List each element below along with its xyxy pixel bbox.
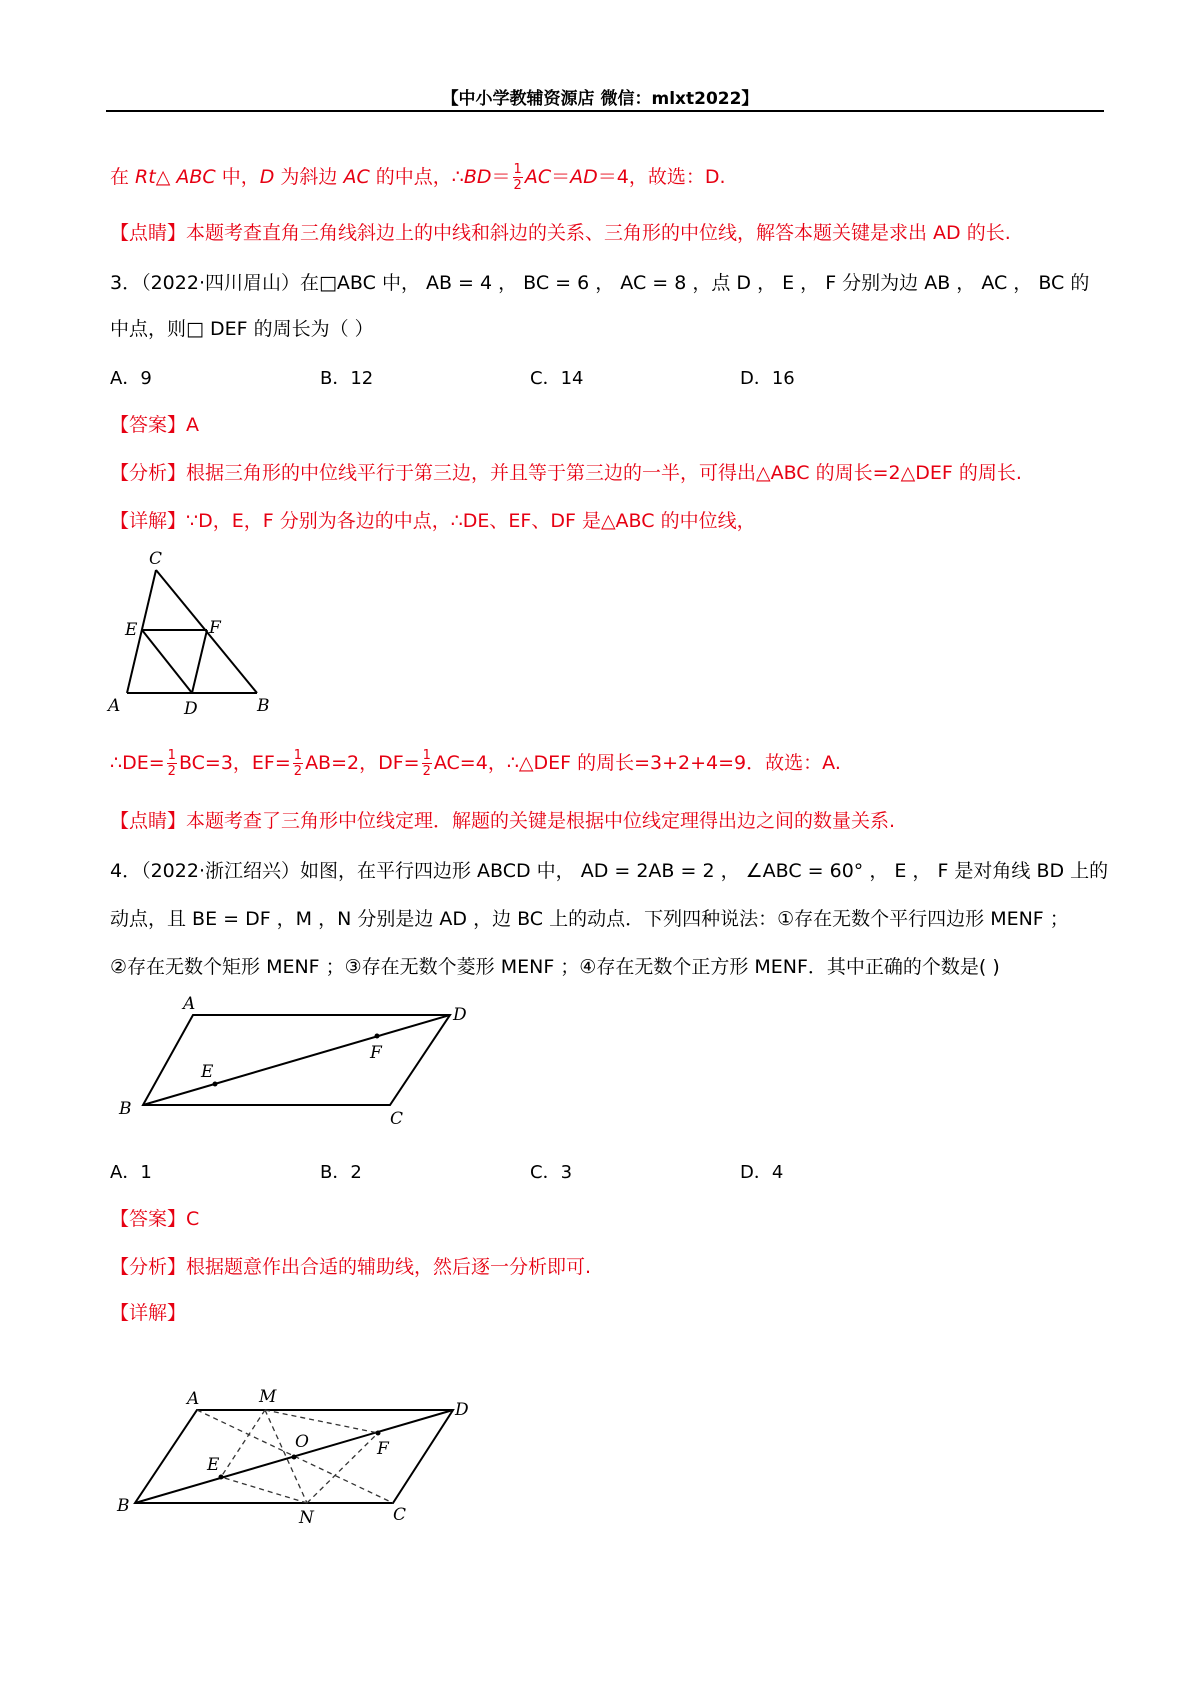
fraction-denominator: 2 <box>513 178 522 193</box>
q4-option-d: D．4 <box>740 1162 784 1183</box>
q3-calc-line <box>110 748 841 779</box>
label-c: C <box>390 1109 404 1129</box>
q3-answer: 【答案】A <box>110 414 199 436</box>
point-f <box>375 1034 380 1039</box>
point-o <box>292 1455 297 1460</box>
text-run: 为斜边 <box>274 166 344 188</box>
segment-nf-dashed <box>307 1433 378 1503</box>
label-d: D <box>453 1005 467 1025</box>
text-run: AD <box>570 166 598 188</box>
text-run: AB=2，DF= <box>305 752 420 774</box>
label-b: B <box>117 1496 130 1516</box>
label-e: E <box>125 620 138 640</box>
label-b: B <box>119 1099 132 1119</box>
fraction-numerator: 1 <box>293 748 303 763</box>
q3-comment: 【点睛】本题考查了三角形中位线定理．解题的关键是根据中位线定理得出边之间的数量关系. <box>110 810 896 832</box>
q3-triangle-figure <box>105 548 285 718</box>
fraction <box>293 748 303 779</box>
q3-analysis: 【分析】根据三角形的中位线平行于第三边，并且等于第三边的一半，可得出△ABC 的周长=2△DEF 的周长. <box>110 462 1022 484</box>
text-run: 的中点，∴ <box>369 166 464 188</box>
q3-detail: 【详解】∵D，E，F 分别为各边的中点，∴DE、EF、DF 是△ABC 的中位线， <box>110 510 756 532</box>
q4-answer: 【答案】C <box>110 1208 200 1230</box>
fraction-denominator: 2 <box>422 764 431 779</box>
text-run: ＝4，故选：D. <box>597 166 726 188</box>
text-run: AC <box>524 166 552 188</box>
q4-detail-figure <box>115 1380 485 1530</box>
q4-stem-line3: ②存在无数个矩形 MENF ；③存在无数个菱形 MENF ；④存在无数个正方形 MENF．其中正确的个数是( ) <box>110 956 1000 978</box>
text-run: 中， <box>215 166 260 188</box>
q4-detail: 【详解】 <box>110 1302 187 1324</box>
q4-parallelogram-figure <box>115 990 475 1130</box>
q4-option-c: C．3 <box>530 1162 573 1183</box>
point-e <box>213 1082 218 1087</box>
fraction-numerator: 1 <box>513 162 522 177</box>
segment-fd <box>192 630 207 693</box>
q3-stem-line1: 3．（2022·四川眉山）在□ABC 中， AB = 4 ， BC = 6 ， AC = 8 ，点 D ， E ， F 分别为边 AB ， AC ， BC 的 <box>110 272 1090 294</box>
q4-stem-line1: 4．（2022·浙江绍兴）如图，在平行四边形 ABCD 中， AD = 2AB = 2 ， ∠ABC = 60° ， E ， F 是对角线 BD 上的 <box>110 860 1109 882</box>
q3-option-d: D．16 <box>740 368 795 389</box>
label-f: F <box>377 1439 389 1459</box>
fraction-numerator: 1 <box>167 748 176 763</box>
label-b: B <box>257 696 270 716</box>
label-n: N <box>299 1508 314 1528</box>
q3-option-b: B．12 <box>320 368 374 389</box>
label-m: M <box>259 1387 277 1407</box>
text-run: ∴DE= <box>110 752 165 774</box>
q3-option-a: A．9 <box>110 368 152 389</box>
text-run: ＝ <box>551 166 571 188</box>
diagonal-bd <box>143 1015 450 1105</box>
fraction <box>167 748 177 779</box>
prev-solution-line <box>110 162 726 193</box>
label-o: O <box>295 1432 309 1452</box>
text-run: AC <box>343 166 370 188</box>
text-run: D <box>259 166 275 188</box>
text-run: △ <box>155 166 177 188</box>
label-a: A <box>183 994 196 1014</box>
segment-ne-dashed <box>221 1477 307 1503</box>
label-e: E <box>207 1455 220 1475</box>
text-run: AC=4，∴△DEF 的周长=3+2+4=9．故选：A. <box>433 752 841 774</box>
q4-analysis: 【分析】根据题意作出合适的辅助线，然后逐一分析即可. <box>110 1256 592 1278</box>
page-header: 【中小学教辅资源店 微信：mlxt2022】 <box>441 89 759 109</box>
label-d: D <box>184 699 198 718</box>
segment-ed <box>142 630 192 693</box>
label-a: A <box>187 1389 200 1409</box>
label-a: A <box>108 696 121 716</box>
text-run: Rt <box>135 166 156 188</box>
fraction-denominator: 2 <box>167 764 176 779</box>
fraction <box>513 162 523 193</box>
fraction <box>422 748 432 779</box>
label-f: F <box>370 1043 382 1063</box>
text-run: BC=3，EF= <box>178 752 291 774</box>
q3-stem-line2: 中点，则□ DEF 的周长为（ ） <box>110 318 374 340</box>
prev-comment: 【点睛】本题考查直角三角线斜边上的中线和斜边的关系、三角形的中位线，解答本题关键是求出 AD 的长. <box>110 222 1011 244</box>
q3-option-c: C．14 <box>530 368 584 389</box>
q4-stem-line2: 动点，且 BE = DF ，M ，N 分别是边 AD ，边 BC 上的动点．下列四种说法：①存在无数个平行四边形 MENF ； <box>110 908 1069 930</box>
text-run: BD <box>463 166 492 188</box>
label-c: C <box>393 1505 407 1525</box>
text-run: 在 <box>110 166 136 188</box>
label-d: D <box>455 1400 469 1420</box>
point-e <box>219 1475 224 1480</box>
label-f: F <box>209 618 221 638</box>
segment-mn-dashed <box>265 1410 307 1503</box>
q4-option-a: A．1 <box>110 1162 152 1183</box>
label-e: E <box>201 1062 214 1082</box>
header-divider <box>106 110 1104 112</box>
segment-mf-dashed <box>265 1410 378 1433</box>
fraction-denominator: 2 <box>293 764 303 779</box>
point-f <box>376 1431 381 1436</box>
fraction-numerator: 1 <box>422 748 431 763</box>
q4-option-b: B．2 <box>320 1162 362 1183</box>
label-c: C <box>149 549 163 569</box>
text-run: ＝ <box>491 166 511 188</box>
text-run: ABC <box>176 166 216 188</box>
